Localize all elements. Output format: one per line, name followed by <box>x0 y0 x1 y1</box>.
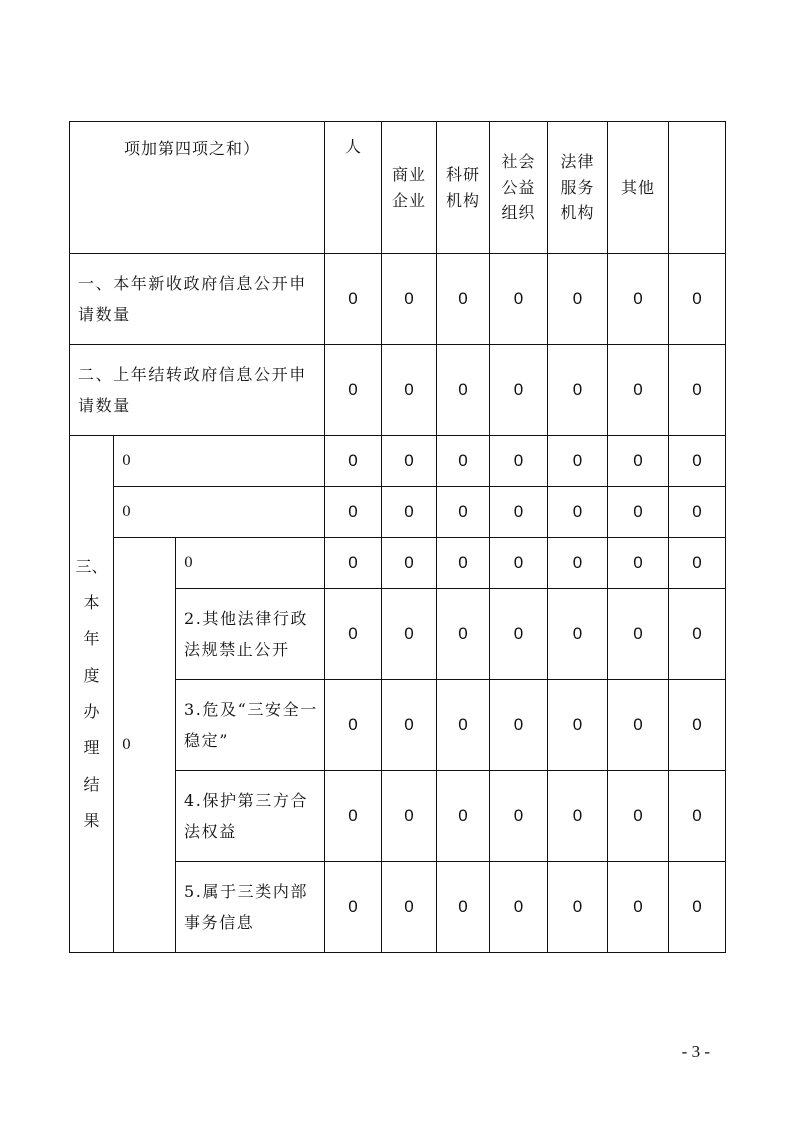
value-cell: 0 <box>382 487 437 538</box>
category-label: 法律 服务 机构 <box>560 152 595 223</box>
table-row <box>70 538 726 589</box>
row-label: 二、上年结转政府信息公开申请数量 <box>70 345 325 436</box>
value-cell: 0 <box>325 771 382 862</box>
value-cell: 0 <box>548 254 608 345</box>
value-cell: 0 <box>382 345 437 436</box>
value-cell: 0 <box>608 254 669 345</box>
header-category-cell <box>669 122 726 254</box>
value-cell: 0 <box>548 589 608 680</box>
value-cell: 0 <box>437 345 490 436</box>
value-cell: 0 <box>490 771 548 862</box>
group-label: 0 <box>114 538 176 953</box>
value-cell: 0 <box>548 862 608 953</box>
category-label: 科研 机构 <box>445 164 480 210</box>
value-cell: 0 <box>437 589 490 680</box>
value-cell: 0 <box>382 436 437 487</box>
value-cell: 0 <box>669 436 726 487</box>
value-cell: 0 <box>437 487 490 538</box>
value-cell: 0 <box>548 345 608 436</box>
value-cell: 0 <box>437 771 490 862</box>
header-category-cell <box>437 122 490 254</box>
value-cell: 0 <box>325 345 382 436</box>
category-label: 商业 企业 <box>391 164 426 210</box>
value-cell: 0 <box>608 589 669 680</box>
value-cell: 0 <box>669 487 726 538</box>
value-cell: 0 <box>608 680 669 771</box>
value-cell: 0 <box>608 771 669 862</box>
value-cell: 0 <box>325 538 382 589</box>
table-row <box>70 254 726 345</box>
value-cell: 0 <box>608 538 669 589</box>
row-label: 0 <box>176 538 325 589</box>
row-label: 4.保护第三方合法权益 <box>176 771 325 862</box>
value-cell: 0 <box>490 254 548 345</box>
value-cell: 0 <box>437 436 490 487</box>
header-category-cell <box>608 122 669 254</box>
value-cell: 0 <box>608 436 669 487</box>
value-cell: 0 <box>548 771 608 862</box>
section-label: 三、 本 年 度 办 理 结 果 <box>70 436 114 953</box>
value-cell: 0 <box>382 254 437 345</box>
value-cell: 0 <box>669 862 726 953</box>
value-cell: 0 <box>325 487 382 538</box>
header-title-cell: 项加第四项之和） <box>70 122 325 254</box>
value-cell: 0 <box>382 538 437 589</box>
value-cell: 0 <box>490 345 548 436</box>
page-number: - 3 - <box>681 1042 710 1061</box>
row-label: 2.其他法律行政法规禁止公开 <box>176 589 325 680</box>
header-category-cell <box>382 122 437 254</box>
value-cell: 0 <box>437 680 490 771</box>
value-cell: 0 <box>437 862 490 953</box>
value-cell: 0 <box>548 680 608 771</box>
value-cell: 0 <box>437 538 490 589</box>
value-cell: 0 <box>490 862 548 953</box>
value-cell: 0 <box>325 862 382 953</box>
value-cell: 0 <box>669 589 726 680</box>
value-cell: 0 <box>382 680 437 771</box>
disclosure-table <box>69 121 726 953</box>
value-cell: 0 <box>490 589 548 680</box>
row-label: 0 <box>114 436 325 487</box>
value-cell: 0 <box>490 436 548 487</box>
value-cell: 0 <box>548 538 608 589</box>
value-cell: 0 <box>669 538 726 589</box>
value-cell: 0 <box>669 345 726 436</box>
value-cell: 0 <box>382 862 437 953</box>
value-cell: 0 <box>548 436 608 487</box>
value-cell: 0 <box>669 254 726 345</box>
value-cell: 0 <box>608 862 669 953</box>
row-label: 5.属于三类内部事务信息 <box>176 862 325 953</box>
value-cell: 0 <box>325 680 382 771</box>
header-category-cell <box>490 122 548 254</box>
table-row <box>70 487 726 538</box>
value-cell: 0 <box>669 680 726 771</box>
value-cell: 0 <box>382 589 437 680</box>
row-label: 一、本年新收政府信息公开申请数量 <box>70 254 325 345</box>
row-label: 0 <box>114 487 325 538</box>
category-label: 其他 <box>620 177 655 197</box>
value-cell: 0 <box>382 771 437 862</box>
value-cell: 0 <box>548 487 608 538</box>
value-cell: 0 <box>490 538 548 589</box>
header-category-cell <box>548 122 608 254</box>
table-row <box>70 436 726 487</box>
value-cell: 0 <box>490 487 548 538</box>
value-cell: 0 <box>325 254 382 345</box>
value-cell: 0 <box>325 436 382 487</box>
value-cell: 0 <box>325 589 382 680</box>
value-cell: 0 <box>490 680 548 771</box>
header-row <box>70 122 726 254</box>
value-cell: 0 <box>669 771 726 862</box>
category-label: 社会 公益 组织 <box>501 152 536 223</box>
table-row <box>70 345 726 436</box>
row-label: 3.危及“三安全一稳定” <box>176 680 325 771</box>
value-cell: 0 <box>608 345 669 436</box>
value-cell: 0 <box>437 254 490 345</box>
header-person-cell: 人 <box>325 122 382 254</box>
value-cell: 0 <box>608 487 669 538</box>
